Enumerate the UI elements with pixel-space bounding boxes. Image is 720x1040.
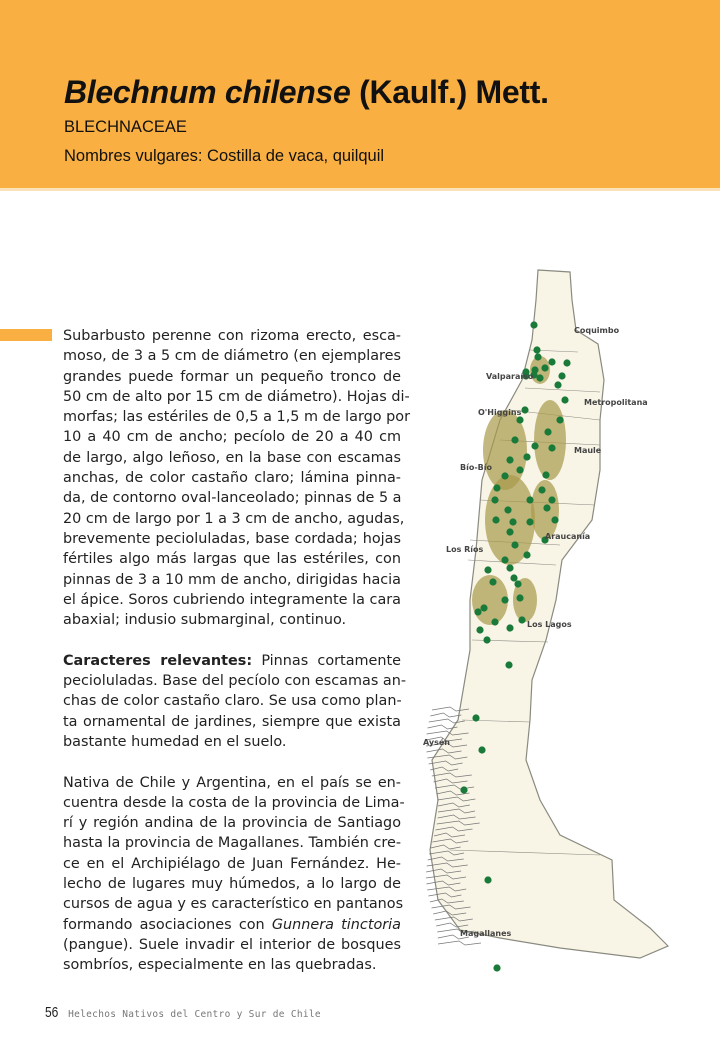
text-segment: moso, de 3 a 5 cm de diámetro (en ejemplares: [63, 348, 401, 365]
text-line: [63, 367, 401, 387]
text-segment: Subarbusto perenne con rizoma erecto, esca-: [63, 328, 401, 344]
occurrence-dot: [516, 594, 523, 601]
text-segment: da, de contorno oval-lanceolado; pinnas de 5 a: [63, 490, 402, 507]
occurrence-dot: [484, 876, 491, 883]
text-segment: fértiles algo más largas que las estériles, con: [63, 551, 401, 568]
region-label: Los Ríos: [446, 545, 484, 554]
text-line: [63, 955, 401, 975]
occurrence-dot: [516, 466, 523, 473]
region-label: Araucanía: [545, 532, 591, 541]
italic-term: Gunnera tinctoria: [271, 916, 401, 933]
occurrence-dot: [492, 516, 499, 523]
text-line: [63, 549, 401, 569]
text-line: [63, 427, 401, 447]
occurrence-dot: [506, 564, 513, 571]
species-name: Blechnum chilense: [64, 74, 351, 110]
common-names: Nombres vulgares: Costilla de vaca, quilquil: [64, 147, 385, 165]
text-line: [63, 448, 401, 468]
occurrence-dot: [544, 428, 551, 435]
text-segment: anchas, de color castaño claro; lámina pinna-: [63, 470, 401, 487]
text-segment: Pinnas cortamente: [252, 652, 401, 669]
fjord-coast: [438, 941, 481, 945]
occurrence-dot: [460, 786, 467, 793]
text-line: [63, 935, 401, 955]
accent-bar: [0, 329, 52, 341]
text-segment: chas de color castaño claro. Se usa como plan-: [63, 693, 402, 710]
occurrence-dot: [510, 574, 517, 581]
text-segment: hasta la provincia de Magallanes. También cre-: [63, 835, 402, 852]
occurrence-dot: [506, 456, 513, 463]
region-label: Metropolitana: [584, 398, 648, 407]
page-number: 56: [45, 1004, 59, 1021]
text-segment: bastante humedad en el suelo.: [63, 733, 287, 750]
header-banner: [0, 0, 720, 191]
occurrence-dot: [548, 358, 555, 365]
bold-label: Caracteres relevantes:: [63, 652, 253, 669]
text-segment: Nativa de Chile y Argentina, en el país se en-: [63, 774, 401, 791]
text-segment: abaxial; indusio submarginal, continuo.: [63, 612, 347, 629]
occurrence-dot: [554, 381, 561, 388]
occurrence-dot: [548, 444, 555, 451]
occurrence-dot: [533, 346, 540, 353]
text-segment: sombríos, especialmente en las quebradas.: [63, 957, 377, 974]
paragraph: [63, 326, 410, 630]
text-line: [63, 346, 401, 366]
text-line: [63, 387, 410, 407]
occurrence-dot: [501, 472, 508, 479]
occurrence-dot: [511, 541, 518, 548]
text-line: [63, 874, 401, 894]
species-title: [64, 74, 549, 111]
text-line: [63, 773, 401, 793]
occurrence-dot: [526, 518, 533, 525]
species-author: (Kaulf.) Mett.: [350, 74, 549, 110]
book-title: Helechos Nativos del Centro y Sur de Chile: [68, 1009, 321, 1020]
text-line: [63, 671, 407, 691]
text-line: [63, 894, 404, 914]
distribution-map: [420, 262, 720, 972]
range-area: [534, 400, 566, 480]
region-label: Bío-Bío: [460, 463, 492, 472]
occurrence-dot: [548, 496, 555, 503]
occurrence-dot: [530, 321, 537, 328]
text-segment: ta ornamental de jardines, siempre que exista: [63, 713, 401, 730]
text-line: [63, 833, 401, 853]
text-segment: ce en el Archipiélago de Juan Fernández. He-: [63, 855, 401, 872]
region-label: Valparaíso: [486, 372, 534, 381]
text-line: [63, 732, 401, 752]
occurrence-dot: [476, 626, 483, 633]
text-segment: grandes puede formar un pequeño tronco de: [63, 368, 401, 385]
occurrence-dot: [493, 484, 500, 491]
paragraph: [63, 651, 407, 752]
text-line: [63, 712, 401, 732]
text-segment: pinnas de 3 a 10 mm de ancho, dirigidas hacia: [63, 571, 401, 588]
text-segment: formando asociaciones con: [63, 916, 272, 933]
text-segment: de largo, algo leñoso, en la base con escamas: [63, 449, 401, 466]
family-name: BLECHNACEAE: [64, 118, 187, 136]
text-segment: pecioluladas. Base del pecíolo con escamas an-: [63, 673, 407, 690]
occurrence-dot: [493, 964, 500, 971]
occurrence-dot: [563, 359, 570, 366]
occurrence-dot: [501, 556, 508, 563]
text-line: [63, 854, 401, 874]
occurrence-dot: [523, 551, 530, 558]
occurrence-dot: [531, 442, 538, 449]
occurrence-dot: [543, 504, 550, 511]
text-line: [63, 610, 401, 630]
occurrence-dot: [491, 496, 498, 503]
text-line: [63, 813, 401, 833]
occurrence-dot: [561, 396, 568, 403]
text-line: [63, 468, 401, 488]
text-segment: 10 a 40 cm de ancho; pecíolo de 20 a 40 cm: [63, 429, 401, 446]
text-line: [63, 793, 405, 813]
occurrence-dot: [491, 618, 498, 625]
text-segment: lecho de lugares muy húmedos, a lo largo de: [63, 876, 401, 893]
text-segment: el ápice. Soros cubriendo integramente la cara: [63, 591, 401, 608]
occurrence-dot: [501, 596, 508, 603]
text-line: [63, 326, 401, 346]
paragraph: [63, 773, 405, 976]
text-line: [63, 915, 401, 935]
occurrence-dot: [511, 436, 518, 443]
region-label: Aysén: [423, 738, 451, 747]
text-segment: (pangue). Suele invadir el interior de bosques: [63, 936, 401, 953]
region-label: Maule: [574, 446, 602, 455]
text-line: [63, 590, 401, 610]
occurrence-dot: [558, 372, 565, 379]
occurrence-dot: [514, 580, 521, 587]
text-line: [63, 509, 405, 529]
occurrence-dot: [506, 624, 513, 631]
text-line: [63, 407, 410, 427]
occurrence-dot: [516, 416, 523, 423]
occurrence-dot: [551, 516, 558, 523]
region-label: Magallanes: [460, 929, 512, 938]
occurrence-dot: [489, 578, 496, 585]
occurrence-dot: [509, 518, 516, 525]
occurrence-dot: [480, 604, 487, 611]
occurrence-dot: [521, 406, 528, 413]
region-label: Los Lagos: [527, 620, 572, 629]
occurrence-dot: [523, 453, 530, 460]
text-line: [63, 691, 401, 711]
page-footer: [45, 1002, 321, 1021]
region-label: O'Higgins: [478, 408, 522, 417]
text-segment: brevemente pecioluladas, base cordada; hojas: [63, 530, 401, 547]
occurrence-dot: [518, 616, 525, 623]
text-line: [63, 529, 401, 549]
occurrence-dot: [474, 608, 481, 615]
occurrence-dot: [472, 714, 479, 721]
text-segment: morfas; las estériles de 0,5 a 1,5 m de largo por: [63, 409, 410, 426]
region-label: Coquimbo: [574, 326, 620, 335]
text-line: [63, 488, 401, 508]
occurrence-dot: [534, 353, 541, 360]
occurrence-dot: [542, 471, 549, 478]
occurrence-dot: [483, 636, 490, 643]
text-segment: 20 cm de largo por 1 a 3 cm de ancho, agudas,: [63, 510, 405, 527]
occurrence-dot: [504, 506, 511, 513]
text-line: [63, 651, 401, 671]
text-segment: rí y región andina de la provincia de Santiago: [63, 815, 401, 832]
occurrence-dot: [505, 661, 512, 668]
text-segment: cursos de agua y es característico en pantanos: [63, 896, 404, 913]
text-segment: cuentra desde la costa de la provincia de Lima-: [63, 794, 405, 811]
species-description: [63, 326, 410, 996]
occurrence-dot: [478, 746, 485, 753]
fjord-coast: [430, 713, 461, 717]
occurrence-dot: [536, 374, 543, 381]
text-line: [63, 570, 401, 590]
text-segment: 50 cm de alto por 15 cm de diámetro). Hojas di-: [63, 388, 410, 405]
occurrence-dot: [526, 496, 533, 503]
occurrence-dot: [506, 528, 513, 535]
occurrence-dot: [538, 486, 545, 493]
occurrence-dot: [484, 566, 491, 573]
occurrence-dot: [556, 416, 563, 423]
occurrence-dot: [541, 364, 548, 371]
